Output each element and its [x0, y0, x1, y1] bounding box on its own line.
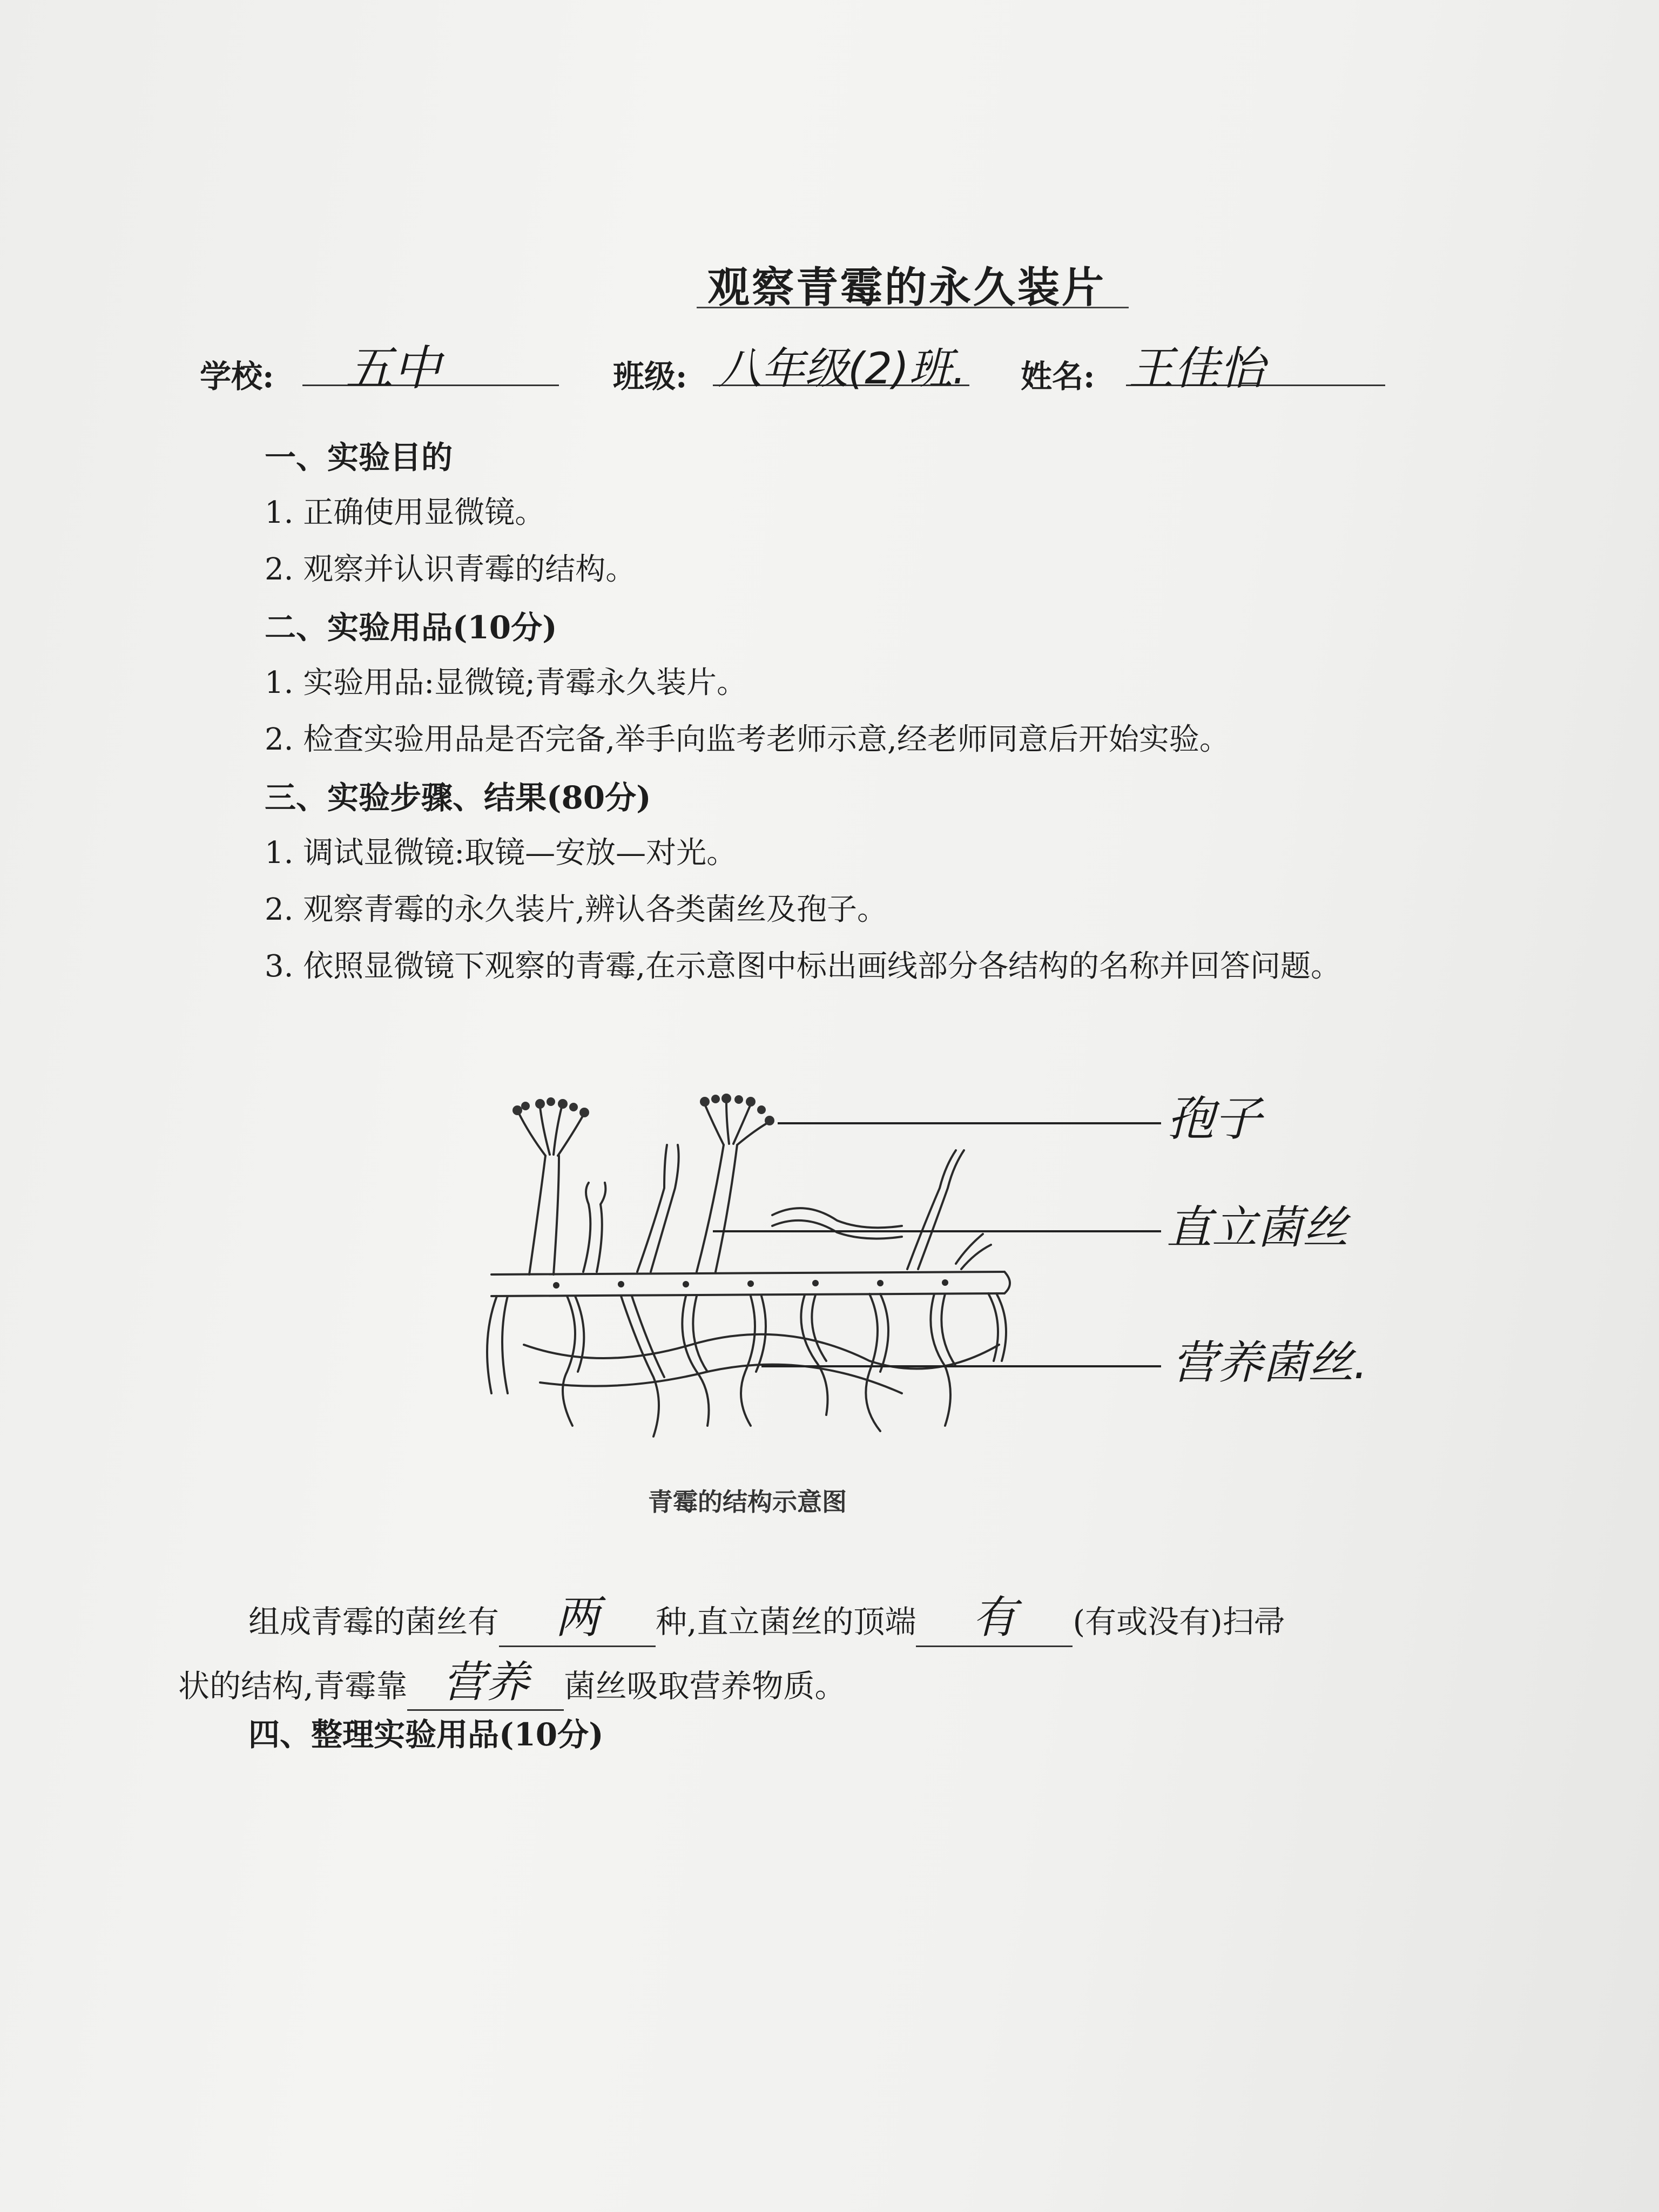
class-label: 班级: — [613, 358, 687, 395]
section-1-heading: 一、实验目的 — [265, 439, 453, 476]
section-3-item: 1. 调试显微镜:取镜—安放—对光。 — [265, 835, 737, 871]
section-1-item: 2. 观察并认识青霉的结构。 — [265, 552, 636, 587]
answer-blank-3[interactable]: 营养 — [407, 1647, 564, 1711]
school-label: 学校: — [200, 358, 274, 395]
penicillium-structure-diagram — [459, 1091, 1377, 1458]
section-2-heading: 二、实验用品(10分) — [265, 609, 557, 646]
horizontal-hypha-top — [491, 1272, 1004, 1274]
name-label: 姓名: — [1021, 358, 1095, 395]
section-4-heading: 四、整理实验用品(10分) — [248, 1716, 604, 1753]
upright-hypha — [529, 1156, 545, 1274]
question-text: (有或没有)扫帚 — [1073, 1603, 1285, 1640]
question-line-2 — [178, 1647, 846, 1711]
section-3-item: 3. 依照显微镜下观察的青霉,在示意图中标出画线部分各结构的名称并回答问题。 — [265, 949, 1341, 984]
label-upright-hypha: 直立菌丝 — [1166, 1201, 1348, 1254]
horizontal-hypha-bottom — [491, 1293, 1004, 1296]
section-2-item: 1. 实验用品:显微镜;青霉永久装片。 — [265, 665, 747, 700]
title-underline — [697, 307, 1129, 308]
question-text: 菌丝吸取营养物质。 — [564, 1668, 846, 1704]
question-text: 状的结构,青霉靠 — [178, 1668, 408, 1704]
class-value: 八年级(2)班. — [718, 343, 966, 394]
section-3-item: 2. 观察青霉的永久装片,辨认各类菌丝及孢子。 — [265, 892, 888, 927]
answer-blank-1[interactable]: 两 — [499, 1582, 656, 1647]
section-1-item: 1. 正确使用显微镜。 — [265, 495, 545, 530]
section-2-item: 2. 检查实验用品是否完备,举手向监考老师示意,经老师同意后开始实验。 — [265, 722, 1230, 757]
diagram-caption: 青霉的结构示意图 — [648, 1487, 847, 1516]
question-text: 种,直立菌丝的顶端 — [656, 1603, 916, 1640]
page-title: 观察青霉的永久装片 — [707, 263, 1107, 312]
section-3-heading: 三、实验步骤、结果(80分) — [265, 779, 651, 816]
question-line-1 — [248, 1582, 1285, 1647]
label-spore: 孢子 — [1166, 1091, 1262, 1147]
answer-blank-2[interactable]: 有 — [916, 1582, 1073, 1647]
question-text: 组成青霉的菌丝有 — [248, 1603, 500, 1640]
label-nutritive-hypha: 营养菌丝. — [1172, 1336, 1368, 1389]
school-value: 五中 — [346, 340, 441, 396]
name-value: 王佳怡 — [1129, 342, 1265, 395]
